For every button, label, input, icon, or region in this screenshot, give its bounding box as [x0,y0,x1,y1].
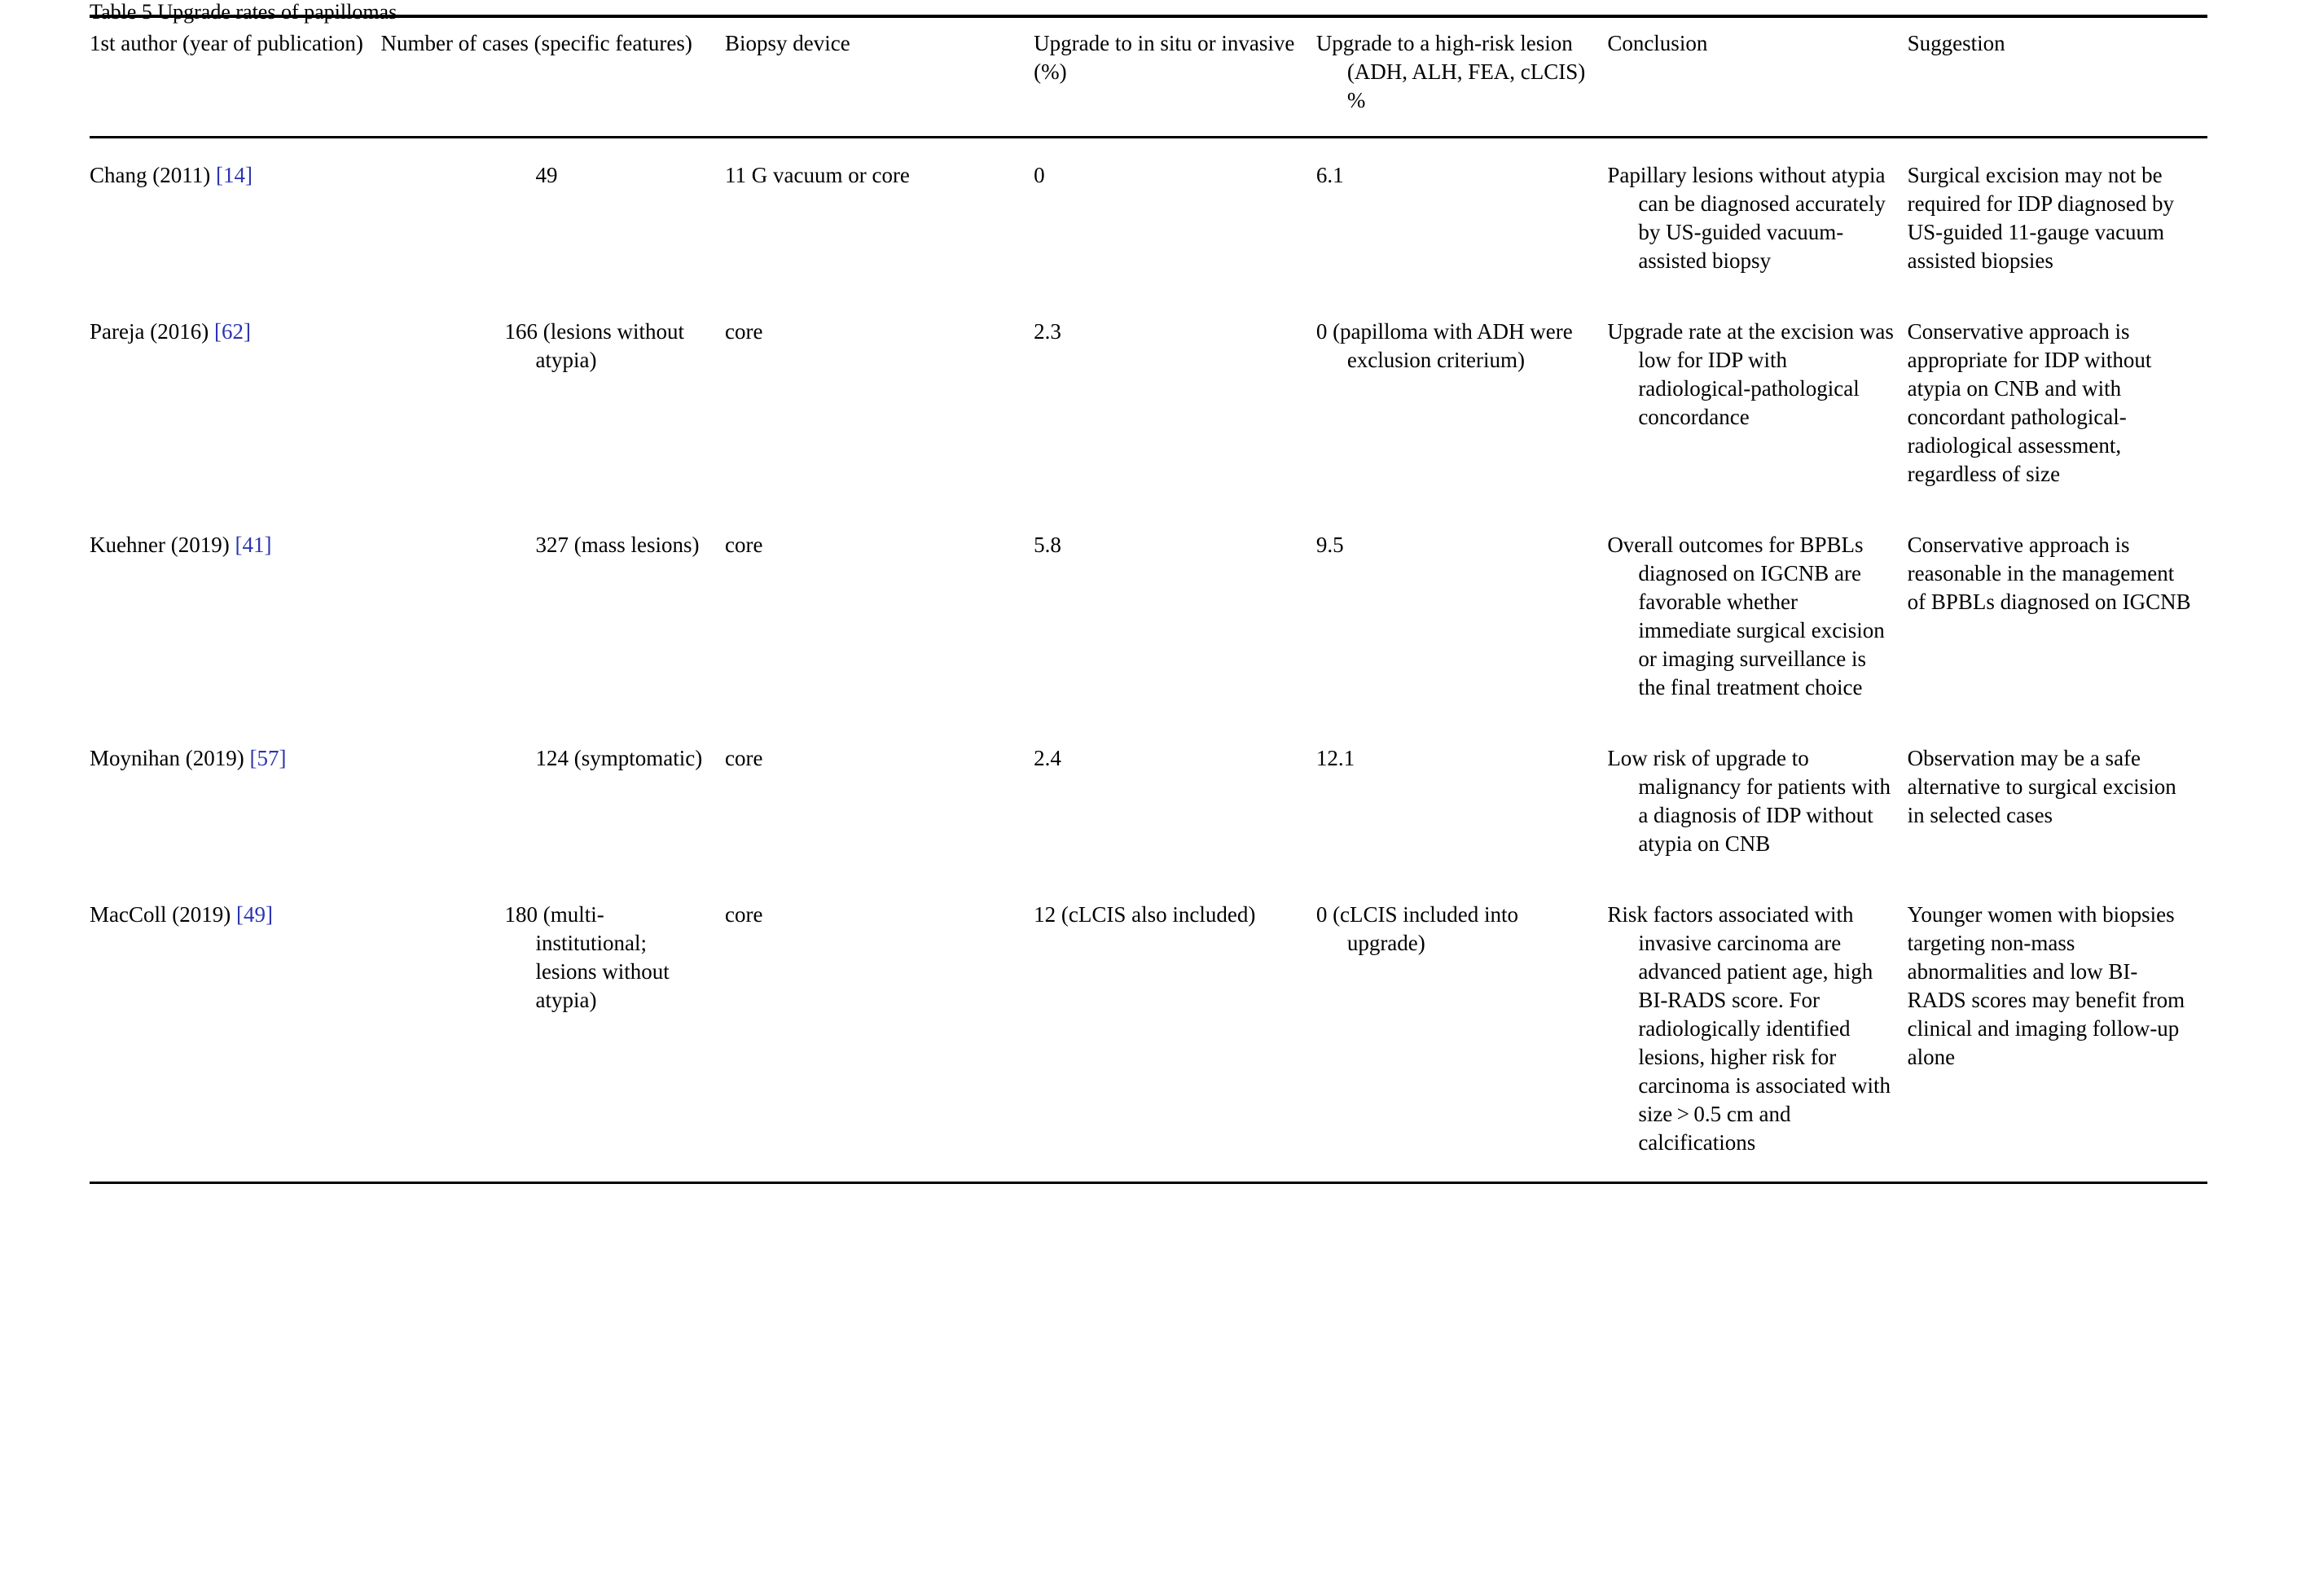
reference-link[interactable]: [57] [249,746,287,770]
bottom-spacer [90,1183,2207,1248]
cell-author [90,726,381,883]
table-header [90,16,2207,138]
cell-author [90,883,381,1183]
cell-upgrade-highrisk: 0 (papilloma with ADH were exclusion criterium) [1315,319,1573,372]
cell-upgrade-highrisk: 0 (cLCIS included into upgrade) [1315,902,1519,955]
column-header-cases: Number of cases (specific features) [380,31,692,55]
column-header-suggestion: Suggestion [1907,31,2005,55]
cell-author [90,513,381,726]
cell-device: 11 G vacuum or core [725,163,910,187]
cell-suggestion: Observation may be a safe alternative to surgical excision in selected cases [1907,746,2176,827]
cell-upgrade-invasive: 12 (cLCIS also included) [1034,902,1256,927]
table-row [90,883,2207,1183]
table-row [90,726,2207,883]
author-name: Kuehner (2019) [90,533,230,557]
author-name: Chang (2011) [90,163,211,187]
cell-cases: 327 (mass lesions) [535,533,700,557]
table-caption: Table 5 Upgrade rates of papillomas [90,0,397,24]
author-name: Moynihan (2019) [90,746,244,770]
table-row [90,138,2207,300]
reference-link[interactable]: [49] [235,902,273,927]
cell-suggestion: Conservative approach is appropriate for IDP without atypia on CNB and with concordant pathological-radiological assessment, regardless of size [1907,319,2152,486]
cell-cases: 180 (multi-institutional; lesions without atypia) [504,902,670,1012]
cell-upgrade-invasive: 0 [1034,163,1045,187]
cell-device: core [725,746,763,770]
table-header-row [90,16,2207,138]
cell-cases: 124 (symptomatic) [535,746,703,770]
column-header-author: 1st author (year of publication) [90,31,363,55]
column-header-conclusion: Conclusion [1607,31,1708,55]
cell-device: core [725,533,763,557]
cell-cases: 49 [535,163,558,187]
cell-conclusion: Low risk of upgrade to malignancy for patients with a diagnosis of IDP without atypia on CNB [1607,746,1891,856]
table-body [90,138,2207,1248]
cell-upgrade-highrisk: 12.1 [1315,746,1355,770]
cell-author [90,300,381,513]
cell-upgrade-highrisk: 9.5 [1315,533,1344,557]
cell-upgrade-invasive: 2.4 [1034,746,1061,770]
column-header-upgrade-invasive: Upgrade to in situ or invasive (%) [1034,31,1295,84]
reference-link[interactable]: [41] [235,533,272,557]
cell-suggestion: Surgical excision may not be required for IDP diagnosed by US-guided 11-gauge vacuum assisted biopsies [1907,163,2175,273]
reference-link[interactable]: [62] [213,319,251,344]
cell-conclusion: Papillary lesions without atypia can be diagnosed accurately by US-guided vacuum-assisted biopsy [1607,163,1886,273]
cell-author [90,138,381,300]
table-bottom-rule [90,1183,2207,1248]
cell-conclusion: Upgrade rate at the excision was low for IDP with radiological-pathological concordance [1607,319,1894,429]
table-row [90,513,2207,726]
cell-conclusion: Overall outcomes for BPBLs diagnosed on IGCNB are favorable whether immediate surgical excision or imaging surveillance is the final treatment choice [1607,533,1885,699]
cell-cases: 166 (lesions without atypia) [504,319,684,372]
reference-link[interactable]: [14] [215,163,253,187]
cell-upgrade-invasive: 5.8 [1034,533,1061,557]
papilloma-upgrade-rates-table [90,15,2207,1247]
cell-upgrade-invasive: 2.3 [1034,319,1061,344]
cell-suggestion: Conservative approach is reasonable in the management of BPBLs diagnosed on IGCNB [1907,533,2191,614]
cell-upgrade-highrisk: 6.1 [1315,163,1344,187]
column-header-upgrade-highrisk: Upgrade to a high-risk lesion (ADH, ALH, FEA, cLCIS) % [1315,31,1586,112]
author-name: MacColl (2019) [90,902,231,927]
cell-conclusion: Risk factors associated with invasive carcinoma are advanced patient age, high BI-RADS score. For radiologically identified lesions, higher risk for carcinoma is associated with size > 0.5 cm and calcifications [1607,902,1891,1155]
cell-device: core [725,902,763,927]
cell-suggestion: Younger women with biopsies targeting non-mass abnormalities and low BI-RADS scores may benefit from clinical and imaging follow-up alone [1907,902,2185,1069]
table-row [90,300,2207,513]
cell-device: core [725,319,763,344]
author-name: Pareja (2016) [90,319,209,344]
column-header-device: Biopsy device [725,31,850,55]
